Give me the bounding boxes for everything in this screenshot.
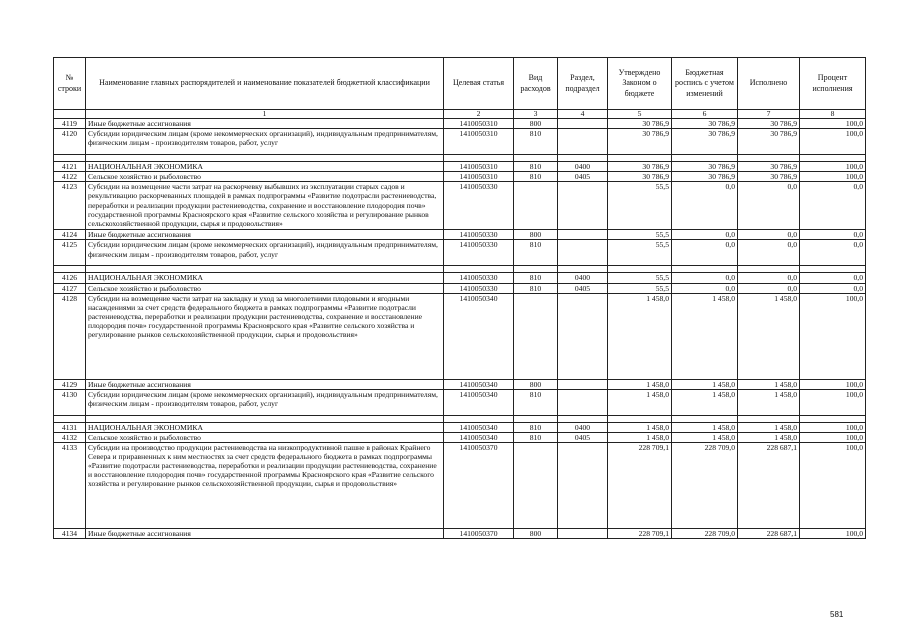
table-row	[54, 230, 866, 240]
executed-amount: 30 786,9	[738, 162, 800, 172]
approved-amount: 1 458,0	[608, 422, 672, 432]
schedule-amount: 1 458,0	[672, 432, 738, 442]
section-code	[558, 240, 608, 266]
row-number: 4119	[54, 119, 86, 129]
row-name: Субсидии юридическим лицам (кроме некоммерческих организаций), индивидуальным предпринимателям, физическим лицам - производителям товаров, работ, услуг	[86, 389, 444, 415]
header-row	[54, 58, 866, 110]
row-name: Субсидии юридическим лицам (кроме некоммерческих организаций), индивидуальным предпринимателям, физическим лицам - производителям товаров, работ, услуг	[86, 129, 444, 155]
column-number-row	[54, 110, 866, 119]
row-name: НАЦИОНАЛЬНАЯ ЭКОНОМИКА	[86, 162, 444, 172]
row-name: Субсидии на возмещение части затрат на закладку и уход за многолетними плодовыми и ягодными насаждениями за счет средств федерального бюджета в рамках подпрограммы «Развитие подотрасли растениеводства, переработки и реализации продукции растениеводства, сохранение и восстановление плодородия почв» государственной программы Красноярского края «Развитие сельского хозяйства и регулирование рынков сельскохозяйственной продукции, сырья и продовольствия»	[86, 293, 444, 379]
row-number: 4126	[54, 273, 86, 283]
table-row	[54, 389, 866, 415]
execution-percent: 100,0	[800, 528, 866, 538]
table-row	[54, 119, 866, 129]
column-number: 7	[738, 110, 800, 119]
executed-amount: 228 687,1	[738, 528, 800, 538]
schedule-amount: 1 458,0	[672, 422, 738, 432]
target-article: 1410050310	[444, 119, 514, 129]
row-number: 4131	[54, 422, 86, 432]
target-article: 1410050330	[444, 240, 514, 266]
target-article: 1410050310	[444, 129, 514, 155]
section-code: 0405	[558, 283, 608, 293]
execution-percent: 100,0	[800, 442, 866, 528]
table-row	[54, 129, 866, 155]
executed-amount: 228 687,1	[738, 442, 800, 528]
execution-percent: 100,0	[800, 379, 866, 389]
executed-amount: 0,0	[738, 182, 800, 230]
approved-amount: 1 458,0	[608, 379, 672, 389]
section-code	[558, 442, 608, 528]
section-code: 0405	[558, 432, 608, 442]
approved-amount: 30 786,9	[608, 119, 672, 129]
row-number: 4133	[54, 442, 86, 528]
schedule-amount	[672, 155, 738, 162]
table-row	[54, 293, 866, 379]
executed-amount: 1 458,0	[738, 432, 800, 442]
row-name	[86, 155, 444, 162]
execution-percent: 100,0	[800, 432, 866, 442]
execution-percent: 100,0	[800, 162, 866, 172]
executed-amount: 0,0	[738, 283, 800, 293]
executed-amount: 1 458,0	[738, 389, 800, 415]
row-name: Иные бюджетные ассигнования	[86, 119, 444, 129]
expense-type: 810	[514, 172, 558, 182]
row-number: 4127	[54, 283, 86, 293]
approved-amount	[608, 266, 672, 273]
column-number: 6	[672, 110, 738, 119]
row-number	[54, 415, 86, 422]
table-row	[54, 379, 866, 389]
schedule-amount	[672, 415, 738, 422]
section-code	[558, 182, 608, 230]
row-name: НАЦИОНАЛЬНАЯ ЭКОНОМИКА	[86, 273, 444, 283]
approved-amount: 30 786,9	[608, 162, 672, 172]
section-code	[558, 266, 608, 273]
table-row	[54, 528, 866, 538]
executed-amount: 1 458,0	[738, 293, 800, 379]
table-row	[54, 422, 866, 432]
row-number: 4128	[54, 293, 86, 379]
schedule-amount: 1 458,0	[672, 389, 738, 415]
table-row	[54, 273, 866, 283]
header-cell: Бюджетная роспись с учетом изменений	[672, 58, 738, 110]
row-number: 4132	[54, 432, 86, 442]
table-row	[54, 442, 866, 528]
executed-amount: 30 786,9	[738, 129, 800, 155]
table-row	[54, 240, 866, 266]
target-article: 1410050310	[444, 172, 514, 182]
table-row	[54, 182, 866, 230]
execution-percent: 0,0	[800, 273, 866, 283]
executed-amount	[738, 266, 800, 273]
section-code: 0400	[558, 273, 608, 283]
section-code	[558, 155, 608, 162]
spacer-row	[54, 415, 866, 422]
row-number: 4123	[54, 182, 86, 230]
header-cell: Наименование главных распорядителей и наименование показателей бюджетной классификации	[86, 58, 444, 110]
row-name: Сельское хозяйство и рыболовство	[86, 172, 444, 182]
row-name: Субсидии на производство продукции растениеводства на низкопродуктивной пашне в районах Крайнего Севера и приравненных к ним местностях за счет средств федерального бюджета в рамках подпрограммы «Развитие подотрасли растениеводства, переработки и реализации продукции растениеводства, сохранение и восстановление плодородия почв» государственной программы Красноярского края «Развитие сельского хозяйства и регулирование рынков сельскохозяйственной продукции, сырья и продовольствия»	[86, 442, 444, 528]
table-row	[54, 432, 866, 442]
header-cell: Процент исполнения	[800, 58, 866, 110]
target-article	[444, 415, 514, 422]
expense-type: 810	[514, 389, 558, 415]
target-article: 1410050310	[444, 162, 514, 172]
column-number: 3	[514, 110, 558, 119]
expense-type: 810	[514, 432, 558, 442]
target-article: 1410050340	[444, 422, 514, 432]
approved-amount: 55,5	[608, 273, 672, 283]
target-article: 1410050330	[444, 182, 514, 230]
budget-table	[53, 57, 866, 539]
section-code	[558, 230, 608, 240]
schedule-amount: 30 786,9	[672, 119, 738, 129]
schedule-amount: 0,0	[672, 240, 738, 266]
column-number: 2	[444, 110, 514, 119]
executed-amount: 1 458,0	[738, 379, 800, 389]
expense-type	[514, 415, 558, 422]
approved-amount: 55,5	[608, 240, 672, 266]
executed-amount: 1 458,0	[738, 422, 800, 432]
schedule-amount: 0,0	[672, 273, 738, 283]
row-name: Сельское хозяйство и рыболовство	[86, 432, 444, 442]
executed-amount	[738, 415, 800, 422]
execution-percent: 100,0	[800, 172, 866, 182]
execution-percent	[800, 266, 866, 273]
schedule-amount: 0,0	[672, 283, 738, 293]
approved-amount: 55,5	[608, 230, 672, 240]
execution-percent	[800, 415, 866, 422]
execution-percent: 0,0	[800, 182, 866, 230]
header-cell: Утверждено Законом о бюджете	[608, 58, 672, 110]
row-number: 4124	[54, 230, 86, 240]
table-body	[54, 119, 866, 539]
expense-type	[514, 293, 558, 379]
section-code	[558, 119, 608, 129]
table-row	[54, 172, 866, 182]
column-number: 8	[800, 110, 866, 119]
approved-amount: 30 786,9	[608, 129, 672, 155]
approved-amount: 1 458,0	[608, 293, 672, 379]
row-number: 4130	[54, 389, 86, 415]
spacer-row	[54, 155, 866, 162]
column-number: 4	[558, 110, 608, 119]
schedule-amount: 30 786,9	[672, 162, 738, 172]
expense-type: 810	[514, 283, 558, 293]
table-row	[54, 162, 866, 172]
row-number: 4134	[54, 528, 86, 538]
target-article: 1410050370	[444, 528, 514, 538]
section-code	[558, 389, 608, 415]
approved-amount: 55,5	[608, 182, 672, 230]
row-number	[54, 266, 86, 273]
expense-type: 810	[514, 422, 558, 432]
schedule-amount: 1 458,0	[672, 293, 738, 379]
executed-amount: 30 786,9	[738, 172, 800, 182]
spacer-row	[54, 266, 866, 273]
target-article: 1410050340	[444, 379, 514, 389]
execution-percent: 0,0	[800, 240, 866, 266]
approved-amount: 1 458,0	[608, 432, 672, 442]
column-number: 5	[608, 110, 672, 119]
execution-percent: 100,0	[800, 129, 866, 155]
approved-amount: 55,5	[608, 283, 672, 293]
table-row	[54, 283, 866, 293]
approved-amount: 1 458,0	[608, 389, 672, 415]
expense-type: 800	[514, 379, 558, 389]
schedule-amount: 228 709,0	[672, 442, 738, 528]
expense-type: 800	[514, 528, 558, 538]
row-name	[86, 415, 444, 422]
target-article: 1410050370	[444, 442, 514, 528]
target-article: 1410050340	[444, 432, 514, 442]
approved-amount: 228 709,1	[608, 528, 672, 538]
section-code	[558, 379, 608, 389]
target-article: 1410050330	[444, 273, 514, 283]
page-number: 581	[830, 610, 844, 619]
expense-type: 810	[514, 129, 558, 155]
execution-percent: 100,0	[800, 389, 866, 415]
row-number: 4125	[54, 240, 86, 266]
target-article: 1410050340	[444, 389, 514, 415]
executed-amount	[738, 155, 800, 162]
section-code: 0400	[558, 422, 608, 432]
section-code	[558, 293, 608, 379]
schedule-amount	[672, 266, 738, 273]
execution-percent: 100,0	[800, 119, 866, 129]
executed-amount: 0,0	[738, 240, 800, 266]
row-name: Иные бюджетные ассигнования	[86, 379, 444, 389]
schedule-amount: 0,0	[672, 230, 738, 240]
header-cell: Целевая статья	[444, 58, 514, 110]
execution-percent: 0,0	[800, 230, 866, 240]
header-cell: Вид расходов	[514, 58, 558, 110]
schedule-amount: 1 458,0	[672, 379, 738, 389]
row-name: Иные бюджетные ассигнования	[86, 230, 444, 240]
row-name: Субсидии юридическим лицам (кроме некоммерческих организаций), индивидуальным предпринимателям, физическим лицам - производителям товаров, работ, услуг	[86, 240, 444, 266]
column-number	[54, 110, 86, 119]
expense-type	[514, 266, 558, 273]
expense-type: 810	[514, 162, 558, 172]
approved-amount	[608, 155, 672, 162]
row-number: 4129	[54, 379, 86, 389]
executed-amount: 30 786,9	[738, 119, 800, 129]
expense-type: 800	[514, 119, 558, 129]
executed-amount: 0,0	[738, 230, 800, 240]
header-cell: Исполнено	[738, 58, 800, 110]
expense-type: 810	[514, 273, 558, 283]
header-cell: № строки	[54, 58, 86, 110]
column-number: 1	[86, 110, 444, 119]
section-code	[558, 129, 608, 155]
row-name	[86, 266, 444, 273]
approved-amount: 30 786,9	[608, 172, 672, 182]
executed-amount: 0,0	[738, 273, 800, 283]
row-number: 4122	[54, 172, 86, 182]
row-number	[54, 155, 86, 162]
section-code	[558, 415, 608, 422]
expense-type	[514, 442, 558, 528]
row-number: 4120	[54, 129, 86, 155]
expense-type	[514, 155, 558, 162]
expense-type: 810	[514, 240, 558, 266]
target-article: 1410050330	[444, 283, 514, 293]
schedule-amount: 30 786,9	[672, 172, 738, 182]
row-number: 4121	[54, 162, 86, 172]
section-code	[558, 528, 608, 538]
target-article: 1410050340	[444, 293, 514, 379]
approved-amount	[608, 415, 672, 422]
row-name: Иные бюджетные ассигнования	[86, 528, 444, 538]
execution-percent: 0,0	[800, 283, 866, 293]
execution-percent	[800, 155, 866, 162]
expense-type	[514, 182, 558, 230]
target-article: 1410050330	[444, 230, 514, 240]
header-cell: Раздел, подраздел	[558, 58, 608, 110]
schedule-amount: 0,0	[672, 182, 738, 230]
execution-percent: 100,0	[800, 422, 866, 432]
target-article	[444, 266, 514, 273]
expense-type: 800	[514, 230, 558, 240]
schedule-amount: 30 786,9	[672, 129, 738, 155]
target-article	[444, 155, 514, 162]
section-code: 0400	[558, 162, 608, 172]
row-name: НАЦИОНАЛЬНАЯ ЭКОНОМИКА	[86, 422, 444, 432]
row-name: Субсидии на возмещение части затрат на раскорчевку выбывших из эксплуатации старых садов и рекультивацию раскорчеванных площадей в рамках подпрограммы «Развитие подотрасли растениеводства, переработки и реализации продукции растениеводства, сохранение и восстановление плодородия почв» государственной программы Красноярского края «Развитие сельского хозяйства и регулирование рынков сельскохозяйственной продукции, сырья и продовольствия»	[86, 182, 444, 230]
section-code: 0405	[558, 172, 608, 182]
execution-percent: 100,0	[800, 293, 866, 379]
approved-amount: 228 709,1	[608, 442, 672, 528]
row-name: Сельское хозяйство и рыболовство	[86, 283, 444, 293]
schedule-amount: 228 709,0	[672, 528, 738, 538]
